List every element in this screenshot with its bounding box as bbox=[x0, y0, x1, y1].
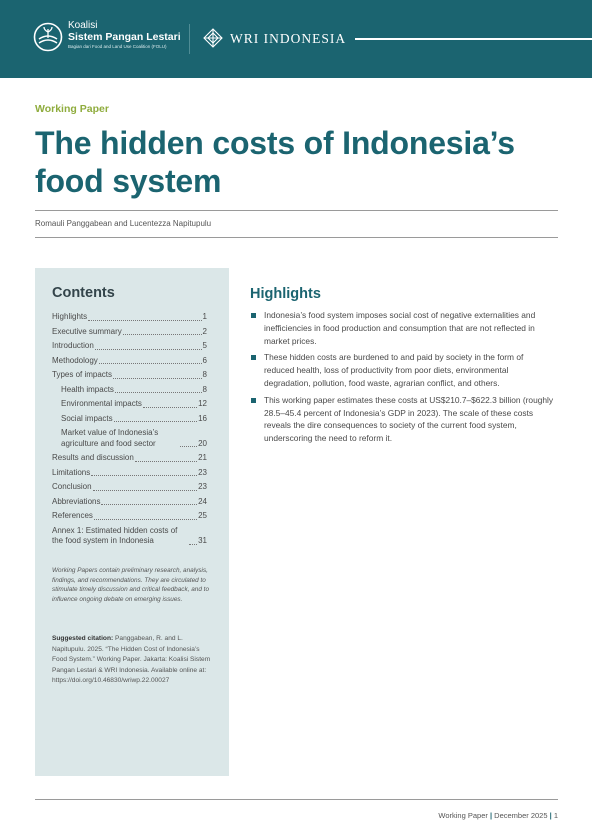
toc-item-annex-1[interactable] bbox=[52, 526, 207, 547]
toc-page: 1 bbox=[202, 312, 207, 321]
toc-leader bbox=[143, 407, 197, 408]
toc-label: Social impacts bbox=[61, 413, 113, 423]
toc-page: 23 bbox=[198, 467, 207, 477]
toc-leader bbox=[123, 334, 202, 335]
footer-separator: | bbox=[549, 811, 552, 820]
toc-leader bbox=[180, 446, 197, 447]
toc-leader bbox=[135, 461, 197, 462]
page-title: The hidden costs of Indonesia’s food system bbox=[35, 125, 515, 199]
highlights-list bbox=[250, 309, 554, 449]
table-of-contents bbox=[52, 308, 207, 547]
toc-page: 5 bbox=[202, 341, 207, 350]
highlight-item bbox=[250, 351, 554, 389]
page-footer bbox=[438, 811, 558, 820]
highlights-title: Highlights bbox=[250, 286, 321, 302]
toc-item-results-and-discussion[interactable] bbox=[52, 449, 207, 464]
wri-logo-icon bbox=[203, 28, 223, 48]
toc-label: References bbox=[52, 511, 93, 520]
working-paper-note: Working Papers contain preliminary research, analysis, findings, and recommendations. They are circulated to stimulate timely discussion and critical feedback, and to influence ongoing debate on emerging issues. bbox=[52, 567, 210, 603]
authors-rule bbox=[35, 237, 558, 238]
logo-divider bbox=[189, 24, 190, 54]
toc-page: 21 bbox=[198, 453, 207, 462]
toc-item-introduction[interactable] bbox=[52, 337, 207, 352]
toc-label: Conclusion bbox=[52, 482, 92, 491]
toc-page: 12 bbox=[198, 399, 207, 408]
toc-label: Executive summary bbox=[52, 326, 122, 336]
title-rule bbox=[35, 210, 558, 211]
footer-label: Working Paper bbox=[438, 811, 488, 820]
toc-leader bbox=[189, 544, 197, 545]
square-bullet-icon bbox=[251, 398, 256, 403]
toc-item-references[interactable] bbox=[52, 507, 207, 522]
toc-label: Annex 1: Estimated hidden costs of the food system in Indonesia bbox=[52, 525, 178, 545]
toc-leader bbox=[93, 490, 198, 491]
toc-item-market-value[interactable] bbox=[52, 428, 207, 449]
toc-item-environmental-impacts[interactable] bbox=[52, 395, 207, 410]
header-rule bbox=[355, 38, 592, 40]
square-bullet-icon bbox=[251, 313, 256, 318]
toc-item-conclusion[interactable] bbox=[52, 478, 207, 493]
toc-item-highlights[interactable] bbox=[52, 308, 207, 323]
header-banner bbox=[0, 0, 592, 78]
toc-leader bbox=[95, 349, 202, 350]
toc-leader bbox=[113, 378, 202, 379]
toc-page: 31 bbox=[198, 536, 207, 545]
toc-leader bbox=[91, 475, 197, 476]
toc-item-types-of-impacts[interactable] bbox=[52, 366, 207, 381]
toc-leader bbox=[94, 519, 197, 520]
footer-date: December 2025 bbox=[494, 811, 548, 820]
toc-leader bbox=[115, 392, 202, 393]
highlight-item bbox=[250, 394, 554, 445]
toc-item-executive-summary[interactable] bbox=[52, 323, 207, 338]
toc-page: 6 bbox=[202, 355, 207, 365]
kspl-wordmark bbox=[68, 20, 181, 51]
citation-label: Suggested citation: bbox=[52, 635, 114, 642]
kspl-logo-icon bbox=[33, 22, 63, 52]
toc-leader bbox=[101, 504, 197, 505]
toc-label: Abbreviations bbox=[52, 496, 101, 506]
footer-rule bbox=[35, 799, 558, 800]
toc-page: 20 bbox=[198, 438, 207, 448]
toc-label: Introduction bbox=[52, 341, 94, 350]
page-number: 1 bbox=[553, 811, 558, 820]
toc-label: Results and discussion bbox=[52, 453, 134, 462]
toc-page: 8 bbox=[202, 384, 207, 394]
toc-label: Types of impacts bbox=[52, 370, 113, 379]
toc-page: 16 bbox=[198, 413, 207, 423]
toc-label: Health impacts bbox=[61, 384, 114, 394]
toc-item-limitations[interactable] bbox=[52, 464, 207, 479]
toc-page: 8 bbox=[202, 370, 207, 379]
highlight-text: Indonesia’s food system imposes social cost of negative externalities and inefficiencies in food production and consumption that are not reflected in market prices. bbox=[264, 310, 536, 346]
toc-label: Environmental impacts bbox=[61, 399, 142, 408]
kspl-line1: Koalisi bbox=[68, 20, 98, 31]
toc-item-abbreviations[interactable] bbox=[52, 493, 207, 508]
toc-leader bbox=[99, 363, 202, 364]
wri-wordmark: WRI INDONESIA bbox=[230, 31, 347, 46]
highlight-text: These hidden costs are burdened to and paid by society in the form of reduced health, loss of productivity from poor diets, environmental degradation, pollution, food waste, agrarian conflict, and others. bbox=[264, 352, 524, 388]
highlight-item bbox=[250, 309, 554, 347]
kspl-line2: Sistem Pangan Lestari bbox=[68, 31, 181, 43]
toc-item-social-impacts[interactable] bbox=[52, 410, 207, 425]
citation-text: Panggabean, R. and L. Napitupulu. 2025. “The Hidden Cost of Indonesia’s Food System.” Working Paper. Jakarta: Koalisi Sistem Pangan Lestari & WRI Indonesia. Available online at: https://doi.org/10.46830/wriwp.22.00027 bbox=[52, 635, 211, 684]
toc-leader bbox=[114, 421, 198, 422]
toc-page: 23 bbox=[198, 482, 207, 491]
document-type: Working Paper bbox=[35, 103, 109, 115]
toc-label: Highlights bbox=[52, 312, 88, 321]
contents-title: Contents bbox=[52, 285, 115, 301]
kspl-tagline: Bagian dari Food and Land Use Coalition (FOLU) bbox=[68, 44, 167, 49]
contents-sidebar bbox=[35, 268, 229, 776]
toc-page: 24 bbox=[198, 496, 207, 506]
footer-separator: | bbox=[489, 811, 493, 820]
square-bullet-icon bbox=[251, 355, 256, 360]
highlight-text: This working paper estimates these costs at US$210.7–$622.3 billion (roughly 28.5–45.4 percent of Indonesia’s GDP in 2023). The scale of these costs reveals the dire consequences to society of the current food system, underscoring the need to reform it. bbox=[264, 394, 554, 444]
toc-item-methodology[interactable] bbox=[52, 352, 207, 367]
toc-label: Limitations bbox=[52, 467, 91, 477]
toc-page: 2 bbox=[202, 326, 207, 336]
suggested-citation bbox=[52, 634, 214, 687]
authors: Romauli Panggabean and Lucentezza Napitupulu bbox=[35, 219, 212, 228]
toc-label: Market value of Indonesia’s agriculture and food sector bbox=[61, 428, 159, 448]
toc-page: 25 bbox=[198, 511, 207, 520]
toc-item-health-impacts[interactable] bbox=[52, 381, 207, 396]
toc-leader bbox=[88, 320, 201, 321]
toc-label: Methodology bbox=[52, 355, 98, 365]
